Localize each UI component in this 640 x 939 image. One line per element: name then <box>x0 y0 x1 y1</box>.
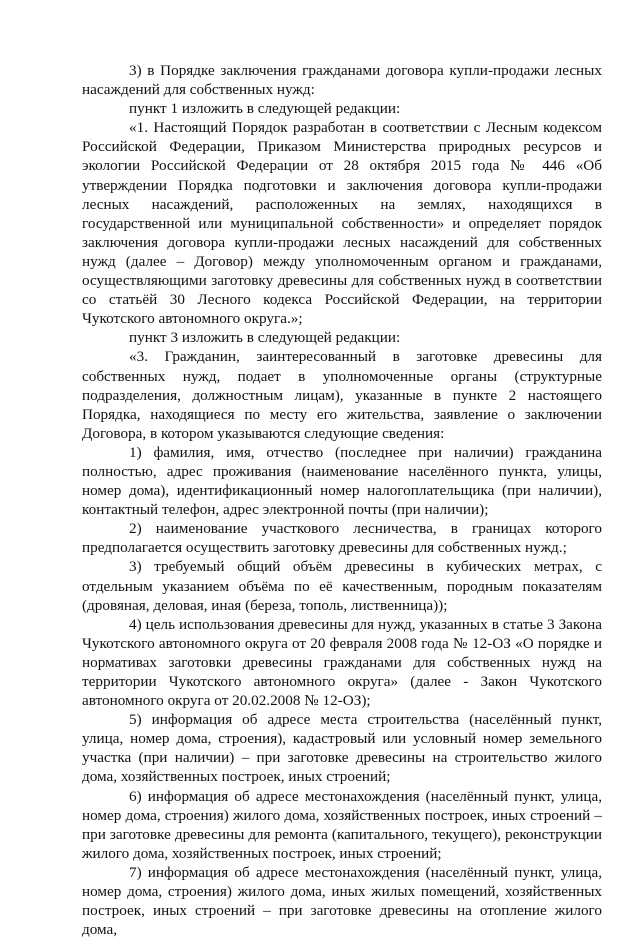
paragraph-clause-1-heading: пункт 1 изложить в следующей редакции: <box>129 100 401 118</box>
list-item-3: 3) требуемый общий объём древесины в кубических метрах, с отдельным указанием объёма по её качественным, породным показателям (дровяная, деловая, иная (береза, тополь, лиственница)); <box>82 558 602 614</box>
list-item-4: 4) цель использования древесины для нужд, указанных в статье 3 Закона Чукотского автономного округа от 20 февраля 2008 года № 12-ОЗ «О порядке и нормативах заготовки древесины гражданами для собственных нужд на территории Чукотского автономного округа» (далее - Закон Чукотского автономного округа от 20.02.2008 № 12-ОЗ); <box>82 615 602 710</box>
paragraph-clause-3-text: «3. Гражданин, заинтересованный в заготовке древесины для собственных нужд, подает в уполномоченные органы (структурные подразделения, должностным лицам), указанные в пункте 2 настоящего Порядка, находящиеся по месту его жительства, заявление о заключении Договора, в котором указываются следующие сведения: <box>82 348 602 442</box>
list-item-2: 2) наименование участкового лесничества, в границах которого предполагается осуществить заготовку древесины для собственных нужд.; <box>82 520 602 557</box>
list-item-1: 1) фамилия, имя, отчество (последнее при наличии) гражданина полностью, адрес проживания (наименование населённого пункта, улицы, номер дома), идентификационный номер налогоплательщика (при наличии), контактный телефон, адрес электронной почты (при наличии); <box>82 443 602 519</box>
list-item-5: 5) информация об адресе места строительства (населённый пункт, улица, номер дома, строения), кадастровый или условный номер земельного участка (при наличии) – при заготовке древесины на строительство жилого дома, хозяйственных построек, иных строений; <box>82 711 602 786</box>
list-item-6: 6) информация об адресе местонахождения (населённый пункт, улица, номер дома, строения) жилого дома, хозяйственных построек, иных строений – при заготовке древесины для ремонта (капитального, текущего), реконструкции жилого дома, хозяйственных построек, иных строений; <box>82 787 602 862</box>
list-item-7: 7) информация об адресе местонахождения (населённый пункт, улица, номер дома, строения) жилого дома, иных жилых помещений, хозяйственных построек, иных строений – при заготовке древесины на отопление жилого дома, <box>82 863 602 939</box>
paragraph-amendment-item-3: 3) в Порядке заключения гражданами договора купли-продажи лесных насаждений для собственных нужд: <box>82 62 602 99</box>
document-page <box>82 61 602 939</box>
paragraph-clause-1-text: «1. Настоящий Порядок разработан в соответствии с Лесным кодексом Российской Федерации, Приказом Министерства природных ресурсов и экологии Российской Федерации от 28 октября 2015 года № 446 «Об утверждении Порядка подготовки и заключения договора купли-продажи лесных насаждений, расположенных на землях, находящихся в государственной или муниципальной собственности» и определяет порядок заключения договора купли-продажи лесных насаждений для собственных нужд (далее – Договор) между уполномоченным органом и гражданами, осуществляющими заготовку древесины для собственных нужд в соответствии со статьёй 30 Лесного кодекса Российской Федерации, на территории Чукотского автономного округа.»; <box>82 119 602 328</box>
paragraph-clause-3-heading: пункт 3 изложить в следующей редакции: <box>129 329 401 347</box>
